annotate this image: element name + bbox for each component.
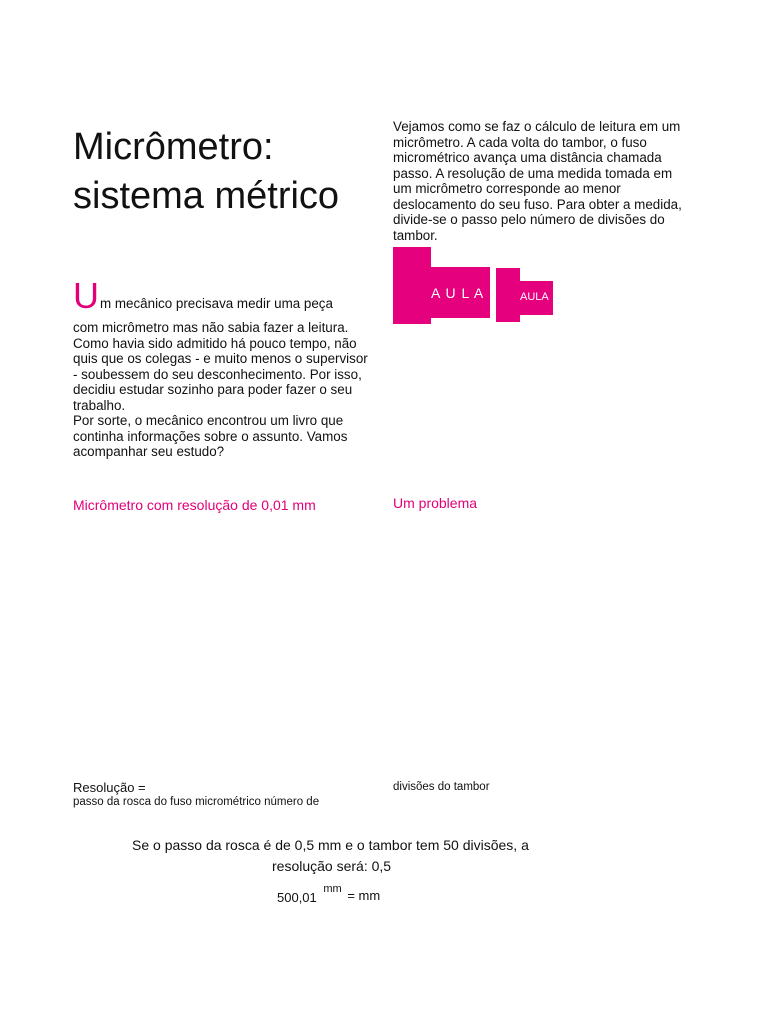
body-line: trabalho.	[73, 397, 126, 413]
body-paragraph	[73, 320, 368, 460]
example-line-2: resolução será: 0,5	[272, 858, 392, 874]
body-first-line: m mecânico precisava medir uma peça	[100, 296, 333, 311]
example-result-line	[277, 882, 381, 905]
intro-line: micrômetro. A cada volta do tambor, o fuso	[393, 134, 647, 150]
body-line: continha informações sobre o assunto. Vamos	[73, 428, 348, 444]
aula-badge-large	[393, 247, 490, 324]
example-line-1: Se o passo da rosca é de 0,5 mm e o tambor tem 50 divisões, a	[132, 837, 529, 853]
intro-line: passo. A resolução de uma medida tomada em	[393, 165, 673, 181]
drop-cap: U	[73, 275, 99, 316]
body-line: Como havia sido admitido há pouco tempo, não	[73, 335, 357, 351]
intro-line: tambor.	[393, 227, 438, 243]
aula-badge-small	[496, 268, 553, 322]
example-result-suffix: = mm	[347, 888, 381, 903]
intro-line: divide-se o passo pelo número de divisões do	[393, 212, 665, 227]
intro-line: deslocamento do seu fuso. Para obter a medida,	[393, 196, 682, 212]
body-line: quis que os colegas - e muito menos o supervisor	[73, 351, 368, 366]
intro-paragraph	[393, 119, 713, 243]
intro-line: Vejamos como se faz o cálculo de leitura em um	[393, 119, 681, 134]
body-line: acompanhar seu estudo?	[73, 444, 225, 459]
formula-label: Resolução =	[73, 780, 146, 795]
intro-line: um micrômetro corresponde ao menor	[393, 181, 621, 196]
formula-denominator: divisões do tambor	[393, 781, 490, 793]
aula-badge-large-text: A U L A	[431, 285, 485, 301]
aula-badge-small-text: AULA	[520, 291, 549, 303]
formula-numerator: passo da rosca do fuso micrométrico número de	[73, 796, 320, 808]
section-heading-resolution: Micrômetro com resolução de 0,01 mm	[73, 497, 316, 513]
body-line: Por sorte, o mecânico encontrou um livro que	[73, 413, 344, 428]
example-result-value: 500,01	[277, 890, 317, 905]
intro-line: micrométrico avança uma distância chamada	[393, 150, 662, 165]
body-line: com micrômetro mas não sabia fazer a leitura.	[73, 320, 349, 335]
page-title-line-2: sistema métrico	[73, 175, 340, 217]
section-heading-problem: Um problema	[393, 495, 478, 511]
body-line: decidiu estudar sozinho para poder fazer o seu	[73, 382, 353, 397]
body-line: - soubessem do seu desconhecimento. Por isso,	[73, 366, 362, 382]
page-title-line-1: Micrômetro:	[73, 126, 274, 168]
example-result-unit: mm	[323, 883, 342, 895]
